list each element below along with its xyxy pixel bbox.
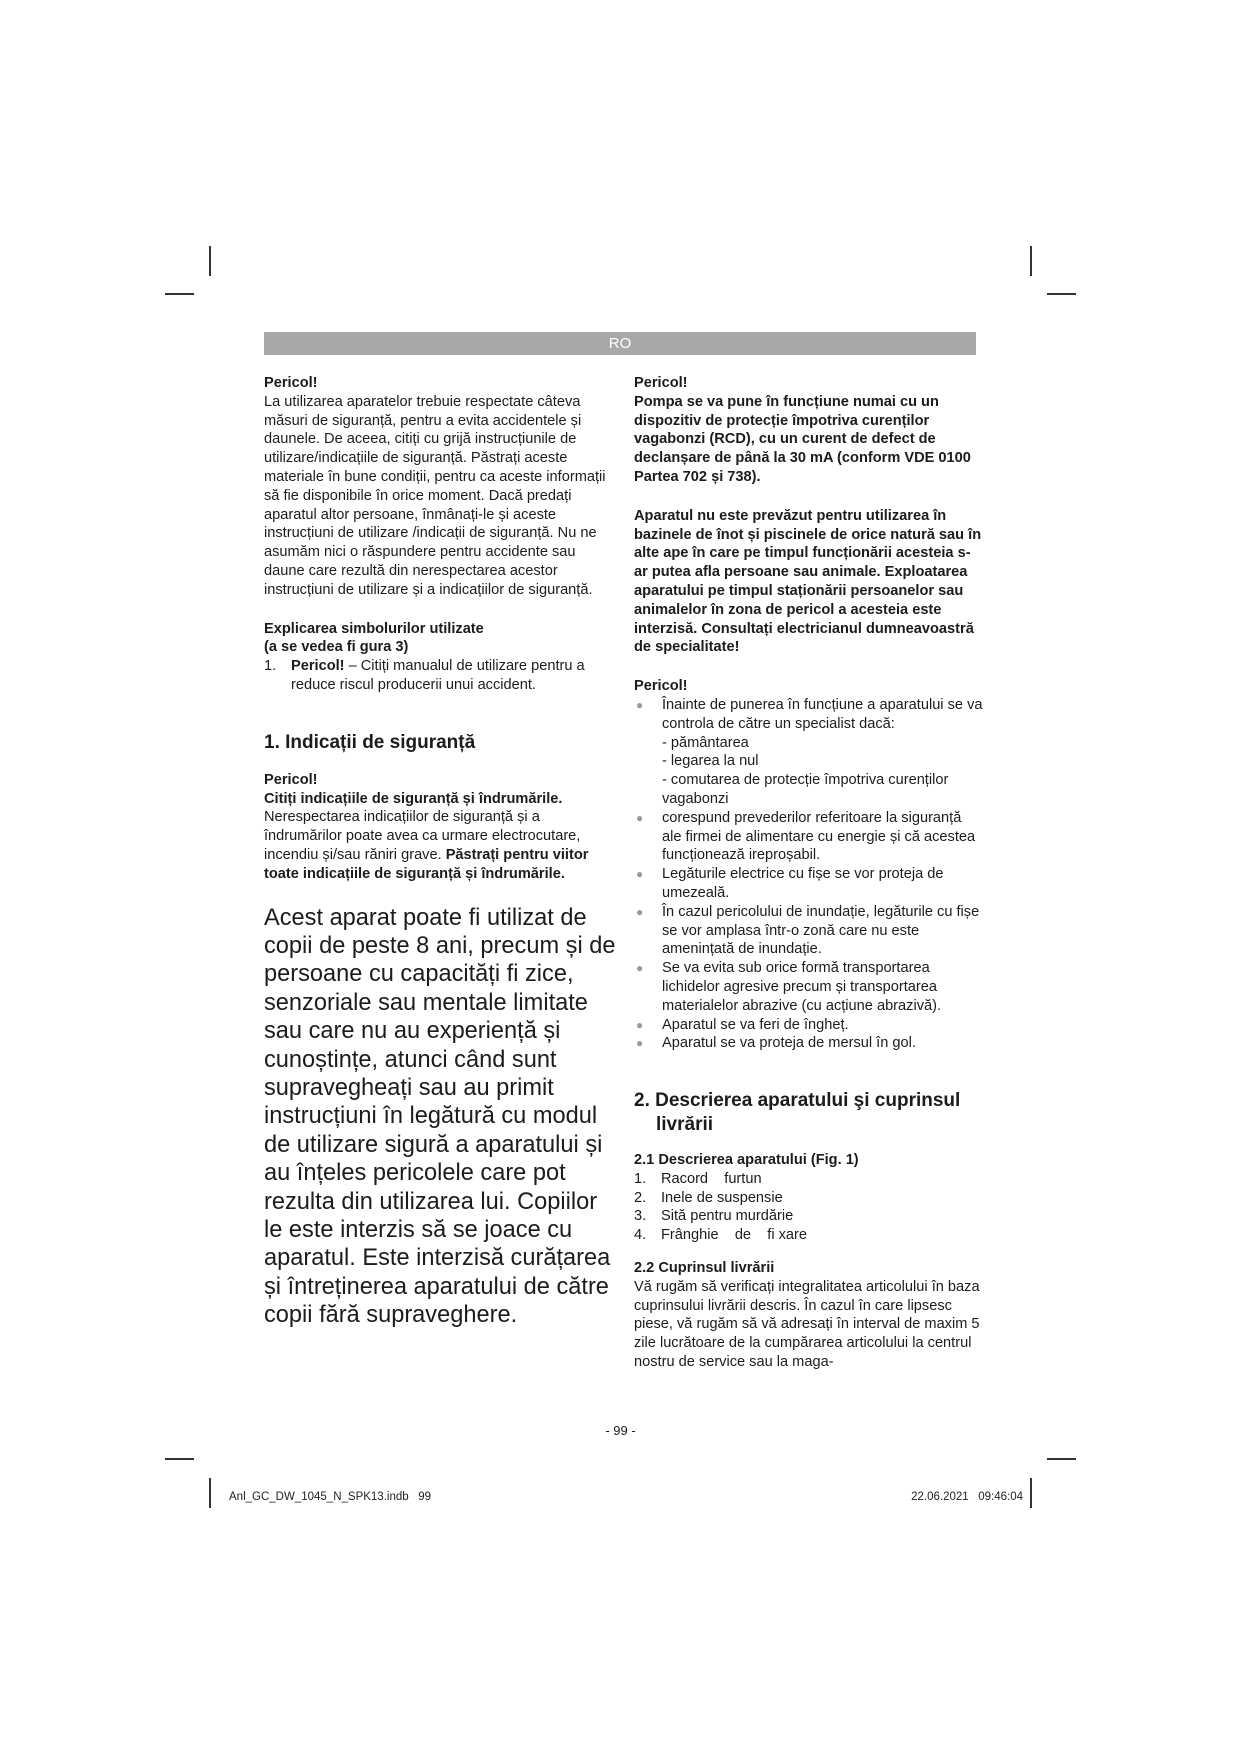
language-code: RO [608,335,632,352]
page-number: - 99 - [605,1423,636,1438]
parts-list-item: 2. Inele de suspensie [634,1189,783,1206]
footer-date: 22.06.2021 09:46:04 [911,1491,1023,1503]
children-warning-paragraph: Acest aparat poate fi utilizat de copii de peste 8 ani, precum și de persoane cu capacități fi zice, senzoriale sau mentale limitate sau care nu au experiență și cunoștințe, atunci când sunt supravegheați sau au primit instrucțiuni în legătură cu modul de utilizare sigură a aparatului și au înțeles pericolele care pot rezulta din utilizarea lui. Copiilor le este interzis să se joace cu aparatul. Este interzisă curățarea și întreținerea aparatului de către copii fără supraveghere. [264,904,616,1329]
rcd-warning: Pompa se va pune în funcțiune numai cu un dispozitiv de protecție împotriva curenților vagabonzi (RCD), cu un curent de defect de declanșare de până la 30 mA (conform VDE 0100 Partea 702 și 738). [634,393,971,485]
delivery-paragraph: Vă rugăm să verificați integralitatea articolului în baza cuprinsului livrării descris. În cazul în care lipsesc piese, vă rugăm să vă adresați în interval de maxim 5 zile lucrătoare de la cumpărarea articolului la centrul nostru de service sau la maga- [634,1278,980,1371]
bullet-item: ● În cazul pericolului de inundație, legăturile cu fișe se vor amplasa într-o zonă care nu este amenințată de inundație. [636,903,980,958]
sub-item: - legarea la nul [662,753,759,770]
crop-mark [165,1458,194,1460]
footer-file-info: Anl_GC_DW_1045_N_SPK13.indb 99 [229,1491,432,1503]
symbol-list-item [264,657,616,695]
danger-heading: Pericol! [264,771,318,788]
safety-read-notice: Citiți indicațiile de siguranță și îndrumările. [264,790,563,807]
bullet-item: ● corespund prevederilor referitoare la siguranță ale firmei de alimentare cu energie și că acestea funcționează ireproșabil. [636,809,976,864]
crop-mark [165,293,194,295]
bullet-item: ● Legăturile electrice cu fișe se vor proteja de umezeală. [636,866,944,901]
danger-heading: Pericol! [634,375,688,391]
bullet-icon: ● [636,1036,644,1051]
crop-mark [209,246,211,276]
bullet-item: ● Aparatul se va proteja de mersul în gol. [636,1035,916,1052]
symbol-label: Pericol! [291,658,345,675]
section-2-2-title: 2.2 Cuprinsul livrării [634,1260,775,1277]
crop-mark [1047,293,1076,295]
right-column [634,374,984,1372]
bullet-item: ● Aparatul se va feri de îngheț. [636,1016,849,1033]
parts-list-item: 3. Sită pentru murdărie [634,1208,794,1225]
parts-list-item: 1. Racord furtun [634,1170,762,1187]
intro-paragraph: La utilizarea aparatelor trebuie respectate câteva măsuri de siguranță, pentru a evita accidentele și daunele. De aceea, citiți cu grijă instrucțiunile de utilizare/indicațiile de siguranță. Păstrați aceste materiale în bune condiții, pentru ca aceste informații să fie disponibile în orice moment. Dacă predați aparatul altor persoane, înmânați-le și aceste instrucțiuni de utilizare /indicații de siguranță. Nu ne asumăm nici o răspundere pentru accidente sau daune care rezultă din nerespectarea acestor instrucțiuni de utilizare și a indicațiilor de siguranță. [264,393,606,598]
section-2-title: 2. Descrierea aparatului şi cuprinsul livrării [634,1090,961,1136]
bullet-icon: ● [636,697,644,712]
bullet-icon: ● [636,904,644,919]
section-2-1-title: 2.1 Descrierea aparatului (Fig. 1) [634,1152,859,1169]
crop-mark [1030,1478,1032,1508]
crop-mark [1047,1458,1076,1460]
sub-item: - pământarea [662,734,749,751]
parts-list-item: 4. Frânghie de fi xare [634,1227,808,1244]
crop-mark [1030,246,1032,276]
symbols-subheading: (a se vedea fi gura 3) [264,639,409,656]
bullet-item: ● Înainte de punerea în funcțiune a aparatului se va controla de către un specialist dacă: [636,696,983,732]
symbol-description: – Citiți manualul de utilizare pentru a reduce riscul producerii unui accident. [291,658,585,693]
language-header-bar [264,332,976,355]
bullet-icon: ● [636,867,644,882]
safety-keep-notice: Păstrați pentru viitor toate indicațiile de siguranță și îndrumările. [264,846,589,882]
safety-warning-text: Nerespectarea indicațiilor de siguranță și a îndrumărilor poate avea ca urmare electrocutare, incendiu și/sau răniri grave. [264,809,581,863]
bullet-icon: ● [636,961,644,976]
bullet-icon: ● [636,810,644,825]
left-column [264,374,616,1330]
pool-warning: Aparatul nu este prevăzut pentru utilizarea în bazinele de înot și piscinele de orice natură sau în alte ape în care pe timpul funcționării acesteia s-ar putea afla persoane sau animale. Exploatarea aparatului pe timpul staționării persoanelor sau animalelor în zona de pericol a acesteia este interzisă. Consultați electricianul dumneavoastră de specialitate! [634,507,982,656]
list-number: 1. [264,658,277,675]
bullet-icon: ● [636,1017,644,1032]
danger-heading: Pericol! [634,678,688,695]
crop-mark [209,1478,211,1508]
bullet-item: ● Se va evita sub orice formă transportarea lichidelor agresive precum și transportarea materialelor abrazive (cu acțiune abrazivă). [636,960,942,1014]
sub-item: - comutarea de protecție împotriva curenților vagabonzi [662,772,949,807]
section-1-title: 1. Indicații de siguranță [264,731,476,753]
symbols-heading: Explicarea simbolurilor utilizate [264,620,484,637]
danger-heading: Pericol! [264,375,318,391]
